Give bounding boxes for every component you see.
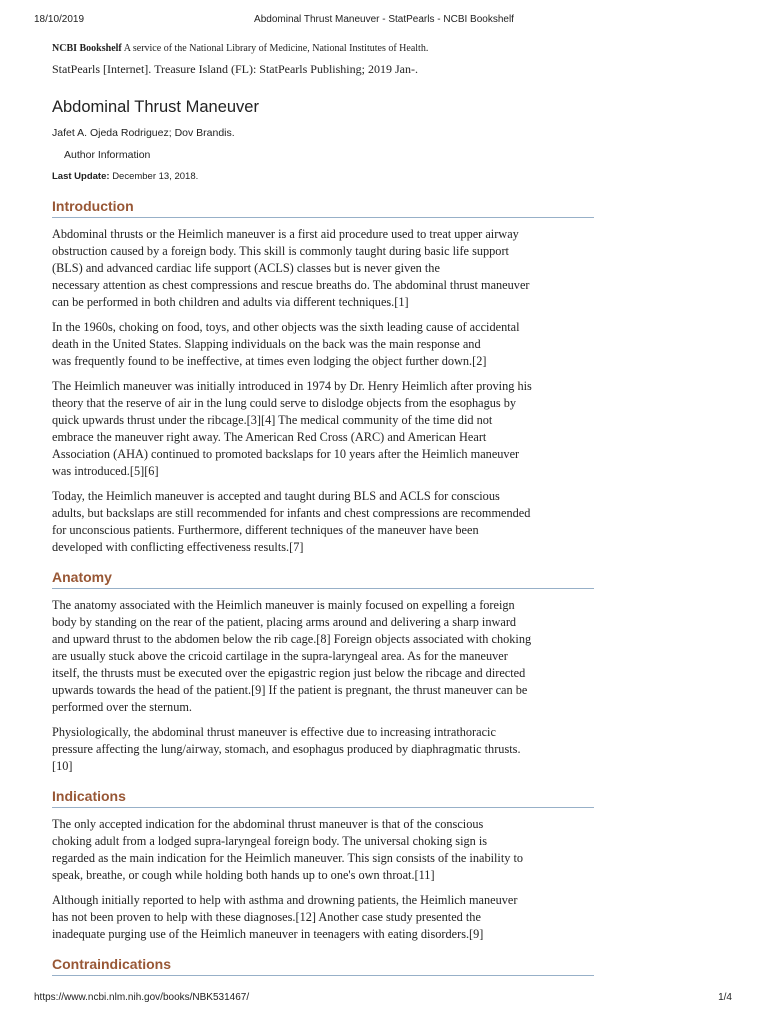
section-heading-contraindications: Contraindications [52,955,594,976]
page-number: 1/4 [718,992,732,1003]
bookshelf-banner [52,42,594,56]
section-heading-indications: Indications [52,787,594,808]
bookshelf-logo-text[interactable]: NCBI Bookshelf [52,43,122,54]
section-heading-introduction: Introduction [52,197,594,218]
intro-paragraph-1: Abdominal thrusts or the Heimlich maneuver is a first aid procedure used to treat upper airway obstruction caused by a foreign body. This skill is commonly taught during basic life support (BLS) and advanced cardiac life support (ACLS) classes but is never given the necessary attention as chest compressions and rescue breaths do. The abdominal thrust maneuver can be performed in both children and adults via different techniques.[1] [52,227,530,309]
article-content [52,40,594,976]
last-update-date: December 13, 2018. [112,171,199,182]
anatomy-paragraph-1: The anatomy associated with the Heimlich maneuver is mainly focused on expelling a foreign body by standing on the rear of the patient, placing arms around and delivering a sharp inward and upward thrust to the abdomen below the rib cage.[8] Foreign objects associated with choking are usually stuck above the cricoid cartilage in the supra-laryngeal area. As for the maneuver itself, the thrusts must be executed over the epigastric region just below the ribcage and directed upwards towards the head of the patient.[9] If the patient is pregnant, the thrust maneuver can be performed over the sternum. [52,598,532,714]
citation: StatPearls [Internet]. Treasure Island (FL): StatPearls Publishing; 2019 Jan-. [52,62,418,76]
last-update [52,170,594,183]
print-date: 18/10/2019 [34,14,85,25]
bookshelf-tagline: A service of the National Library of Medicine, National Institutes of Health. [123,43,429,54]
author-information-link[interactable]: Author Information [64,149,151,161]
indications-paragraph-2: Although initially reported to help with asthma and drowning patients, the Heimlich maneuver has not been proven to help with these diagnoses.[12] Another case study presented the inadequate purging use of the Heimlich maneuver in teenagers with eating disorders.[9] [52,893,518,941]
intro-paragraph-2: In the 1960s, choking on food, toys, and other objects was the sixth leading cause of accidental death in the United States. Slapping individuals on the back was the main response and was frequently found to be ineffective, at times even lodging the object further down.[2] [52,320,520,368]
indications-paragraph-1: The only accepted indication for the abdominal thrust maneuver is that of the conscious choking adult from a lodged supra-laryngeal foreign body. The universal choking sign is regarded as the main indication for the Heimlich maneuver. This sign consists of the inability to speak, breathe, or cough while holding both hands up to one's own throat.[11] [52,817,524,882]
section-heading-anatomy: Anatomy [52,568,594,589]
print-header-title: Abdominal Thrust Maneuver - StatPearls - NCBI Bookshelf [254,14,514,25]
anatomy-paragraph-2: Physiologically, the abdominal thrust maneuver is effective due to increasing intrathoracic pressure affecting the lung/airway, stomach, and esophagus produced by diaphragmatic thrusts. [10] [52,725,521,773]
article-title: Abdominal Thrust Maneuver [52,98,259,116]
intro-paragraph-3: The Heimlich maneuver was initially introduced in 1974 by Dr. Henry Heimlich after proving his theory that the reserve of air in the lung could serve to dislodge objects from the esophagus by quick upwards thrust under the ribcage.[3][4] The medical community of the time did not embrace the maneuver right away. The American Red Cross (ARC) and American Heart Association (AHA) continued to promoted backslaps for 10 years after the Heimlich maneuver was introduced.[5][6] [52,379,532,478]
authors: Jafet A. Ojeda Rodriguez; Dov Brandis. [52,127,235,139]
intro-paragraph-4: Today, the Heimlich maneuver is accepted and taught during BLS and ACLS for conscious adults, but backslaps are still recommended for infants and chest compressions are recommended for unconscious patients. Furthermore, different techniques of the maneuver have been developed with conflicting effectiveness results.[7] [52,489,531,554]
last-update-label: Last Update: [52,171,110,182]
print-footer-url[interactable]: https://www.ncbi.nlm.nih.gov/books/NBK531467/ [34,992,250,1003]
